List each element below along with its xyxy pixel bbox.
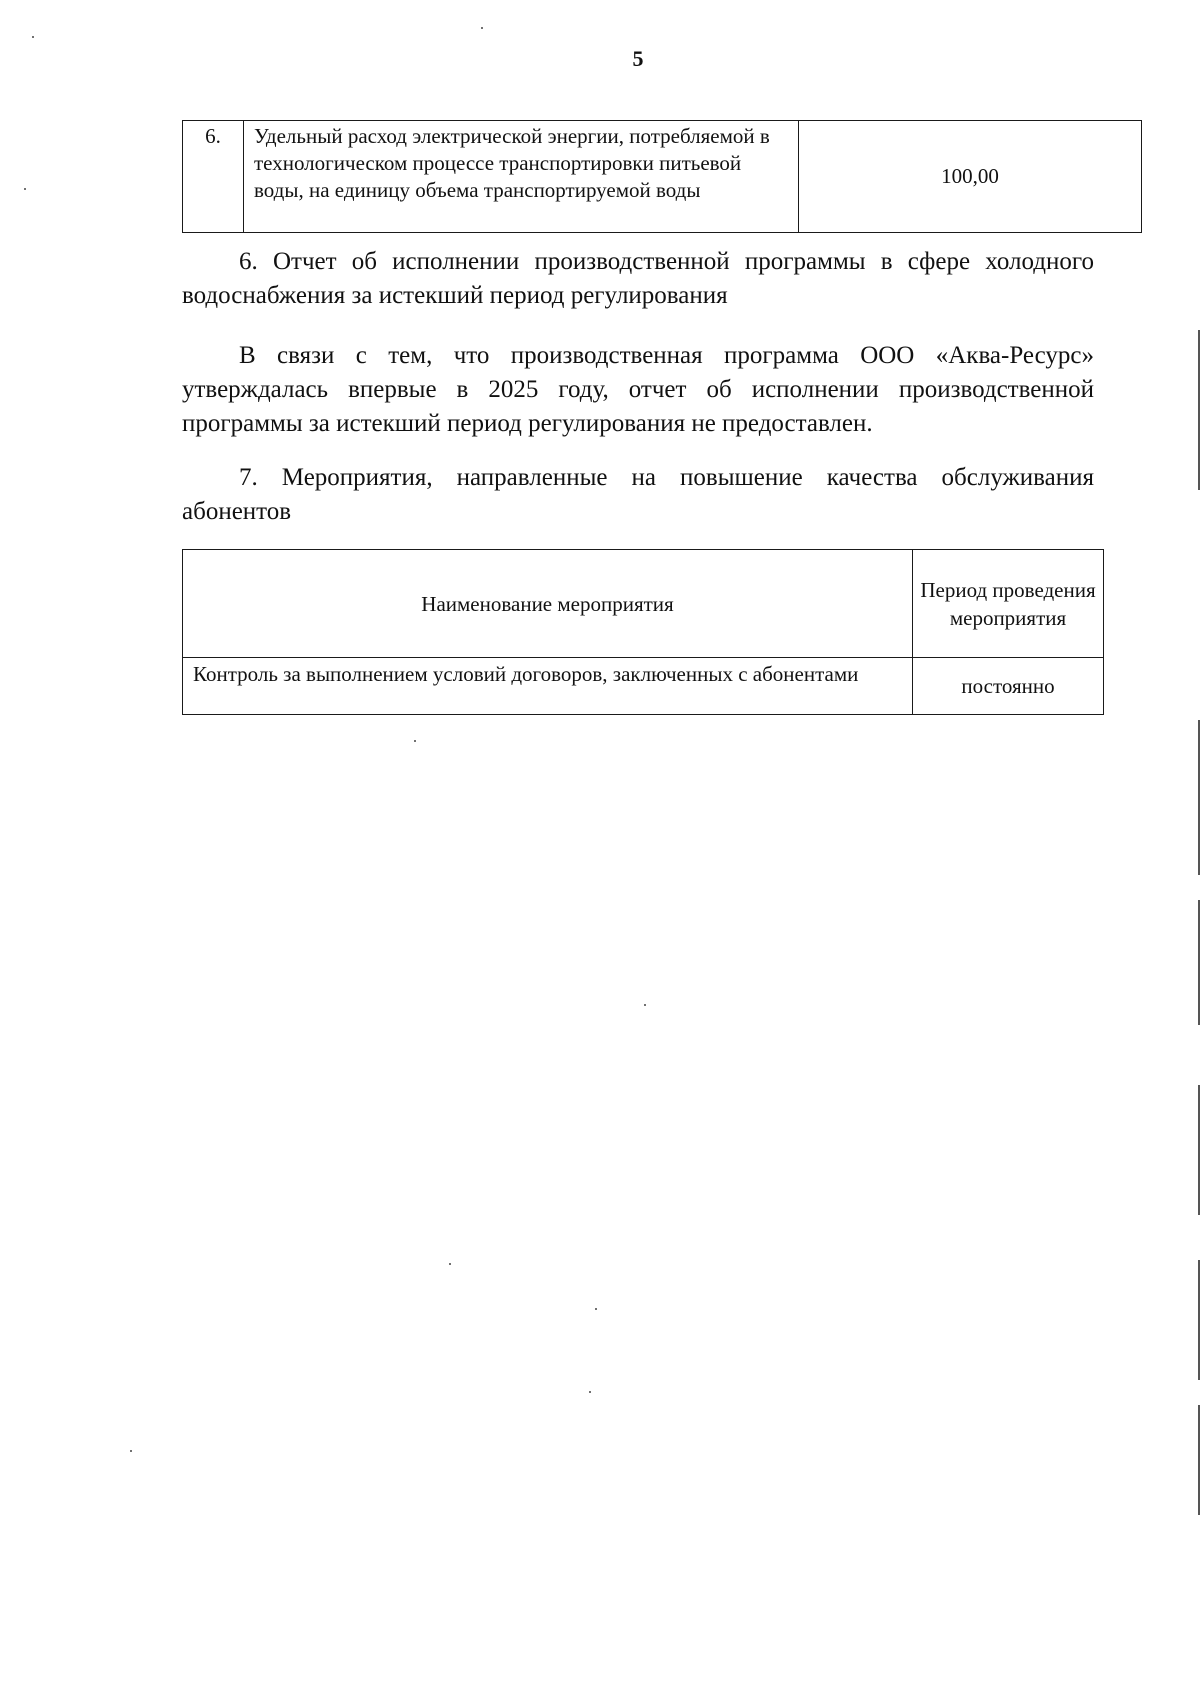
scan-speck <box>130 1450 132 1452</box>
table-row <box>183 658 1104 715</box>
section-6-text: В связи с тем, что производственная программа ООО «Аква-Ресурс» утверждалась впервые в 2025 году, отчет об исполнении производственной программы за истекший период регулирования не предоставлен. <box>182 342 1094 437</box>
indicator-table <box>182 120 1142 233</box>
section-6-heading: 6. Отчет об исполнении производственной программы в сфере холодного водоснабжения за истекший период регулирования <box>182 248 1094 309</box>
scan-speck <box>595 1308 597 1310</box>
column-header-period: Период проведения мероприятия <box>913 550 1104 658</box>
measure-name: Контроль за выполнением условий договоров, заключенных с абонентами <box>183 658 913 715</box>
indicator-name: Удельный расход электрической энергии, потребляемой в технологическом процессе транспортировки питьевой воды, на единицу объема транспортируемой воды <box>244 121 799 233</box>
scan-speck <box>589 1391 591 1393</box>
scan-speck <box>414 740 416 742</box>
indicator-value: 100,00 <box>799 121 1142 233</box>
scan-speck <box>24 188 26 190</box>
section-7-heading: 7. Мероприятия, направленные на повышение качества обслуживания абонентов <box>182 464 1094 525</box>
scan-speck <box>644 1004 646 1006</box>
measure-period: постоянно <box>913 658 1104 715</box>
row-number: 6. <box>183 121 244 233</box>
table-row <box>183 121 1142 233</box>
scan-speck <box>32 36 34 38</box>
page-number: 5 <box>632 46 644 71</box>
table-header-row <box>183 550 1104 658</box>
scan-speck <box>449 1263 451 1265</box>
column-header-name: Наименование мероприятия <box>183 550 913 658</box>
scan-speck <box>481 27 483 29</box>
measures-table <box>182 549 1104 715</box>
